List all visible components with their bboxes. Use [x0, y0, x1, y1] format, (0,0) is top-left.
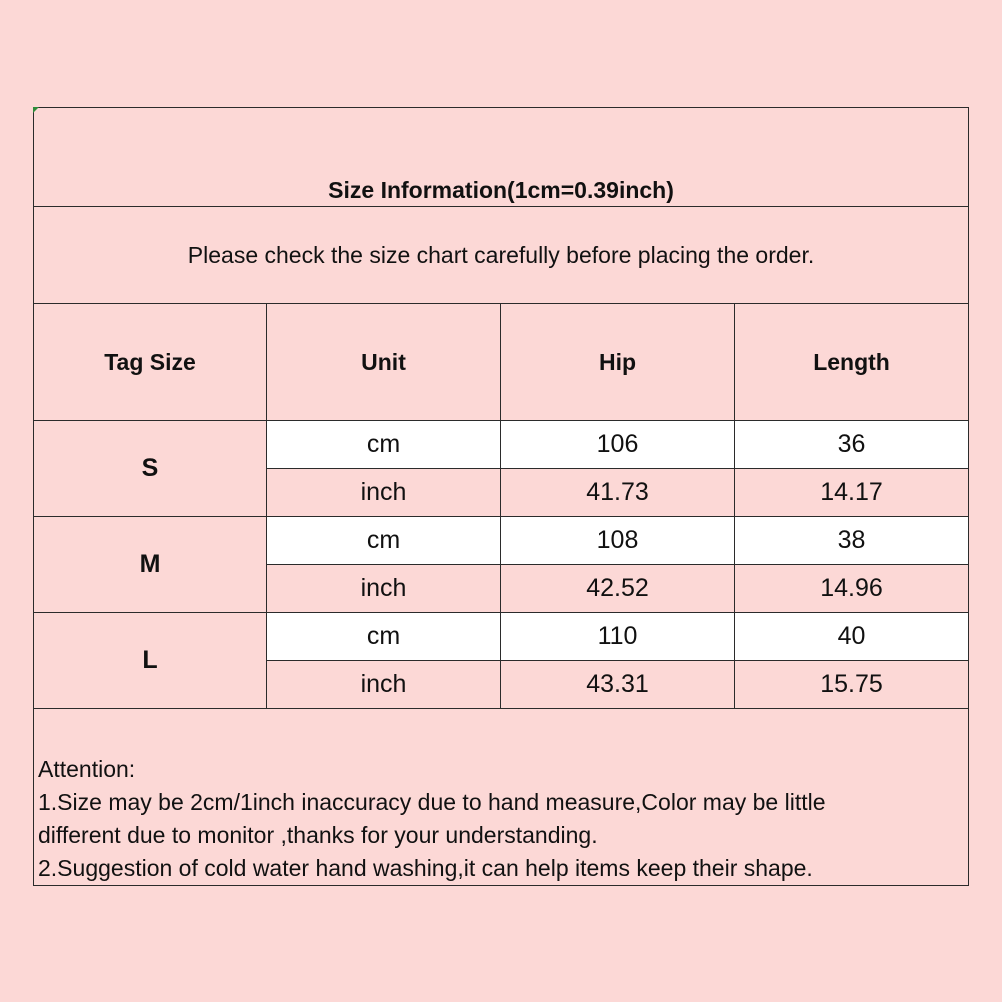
- attention-line: different due to monitor ,thanks for your understanding.: [38, 822, 598, 848]
- header-tag-size: Tag Size: [34, 304, 267, 421]
- header-length: Length: [735, 304, 969, 421]
- attention-heading: Attention:: [38, 756, 136, 782]
- unit-cell: cm: [267, 517, 501, 565]
- attention-notes: [34, 709, 969, 886]
- size-info-title: Size Information(1cm=0.39inch): [34, 108, 969, 207]
- unit-cell: inch: [267, 565, 501, 613]
- unit-cell: cm: [267, 421, 501, 469]
- unit-cell: cm: [267, 613, 501, 661]
- length-cell: 15.75: [735, 661, 969, 709]
- hip-cell: 41.73: [501, 469, 735, 517]
- header-row: [34, 304, 969, 421]
- hip-cell: 110: [501, 613, 735, 661]
- length-cell: 38: [735, 517, 969, 565]
- length-cell: 40: [735, 613, 969, 661]
- corner-marker-icon: [33, 107, 39, 113]
- table-row: [34, 421, 969, 469]
- notice-row: [34, 207, 969, 304]
- attention-row: [34, 709, 969, 886]
- title-row: [34, 108, 969, 207]
- table-row: [34, 517, 969, 565]
- tag-size-l: L: [34, 613, 267, 709]
- header-hip: Hip: [501, 304, 735, 421]
- tag-size-m: M: [34, 517, 267, 613]
- table-row: [34, 613, 969, 661]
- header-unit: Unit: [267, 304, 501, 421]
- hip-cell: 42.52: [501, 565, 735, 613]
- hip-cell: 108: [501, 517, 735, 565]
- hip-cell: 106: [501, 421, 735, 469]
- size-chart-notice: Please check the size chart carefully before placing the order.: [34, 207, 969, 304]
- size-chart-table: [33, 107, 969, 886]
- length-cell: 36: [735, 421, 969, 469]
- length-cell: 14.96: [735, 565, 969, 613]
- unit-cell: inch: [267, 469, 501, 517]
- unit-cell: inch: [267, 661, 501, 709]
- attention-line: 2.Suggestion of cold water hand washing,it can help items keep their shape.: [38, 855, 813, 881]
- length-cell: 14.17: [735, 469, 969, 517]
- attention-line: 1.Size may be 2cm/1inch inaccuracy due to hand measure,Color may be little: [38, 789, 826, 815]
- hip-cell: 43.31: [501, 661, 735, 709]
- tag-size-s: S: [34, 421, 267, 517]
